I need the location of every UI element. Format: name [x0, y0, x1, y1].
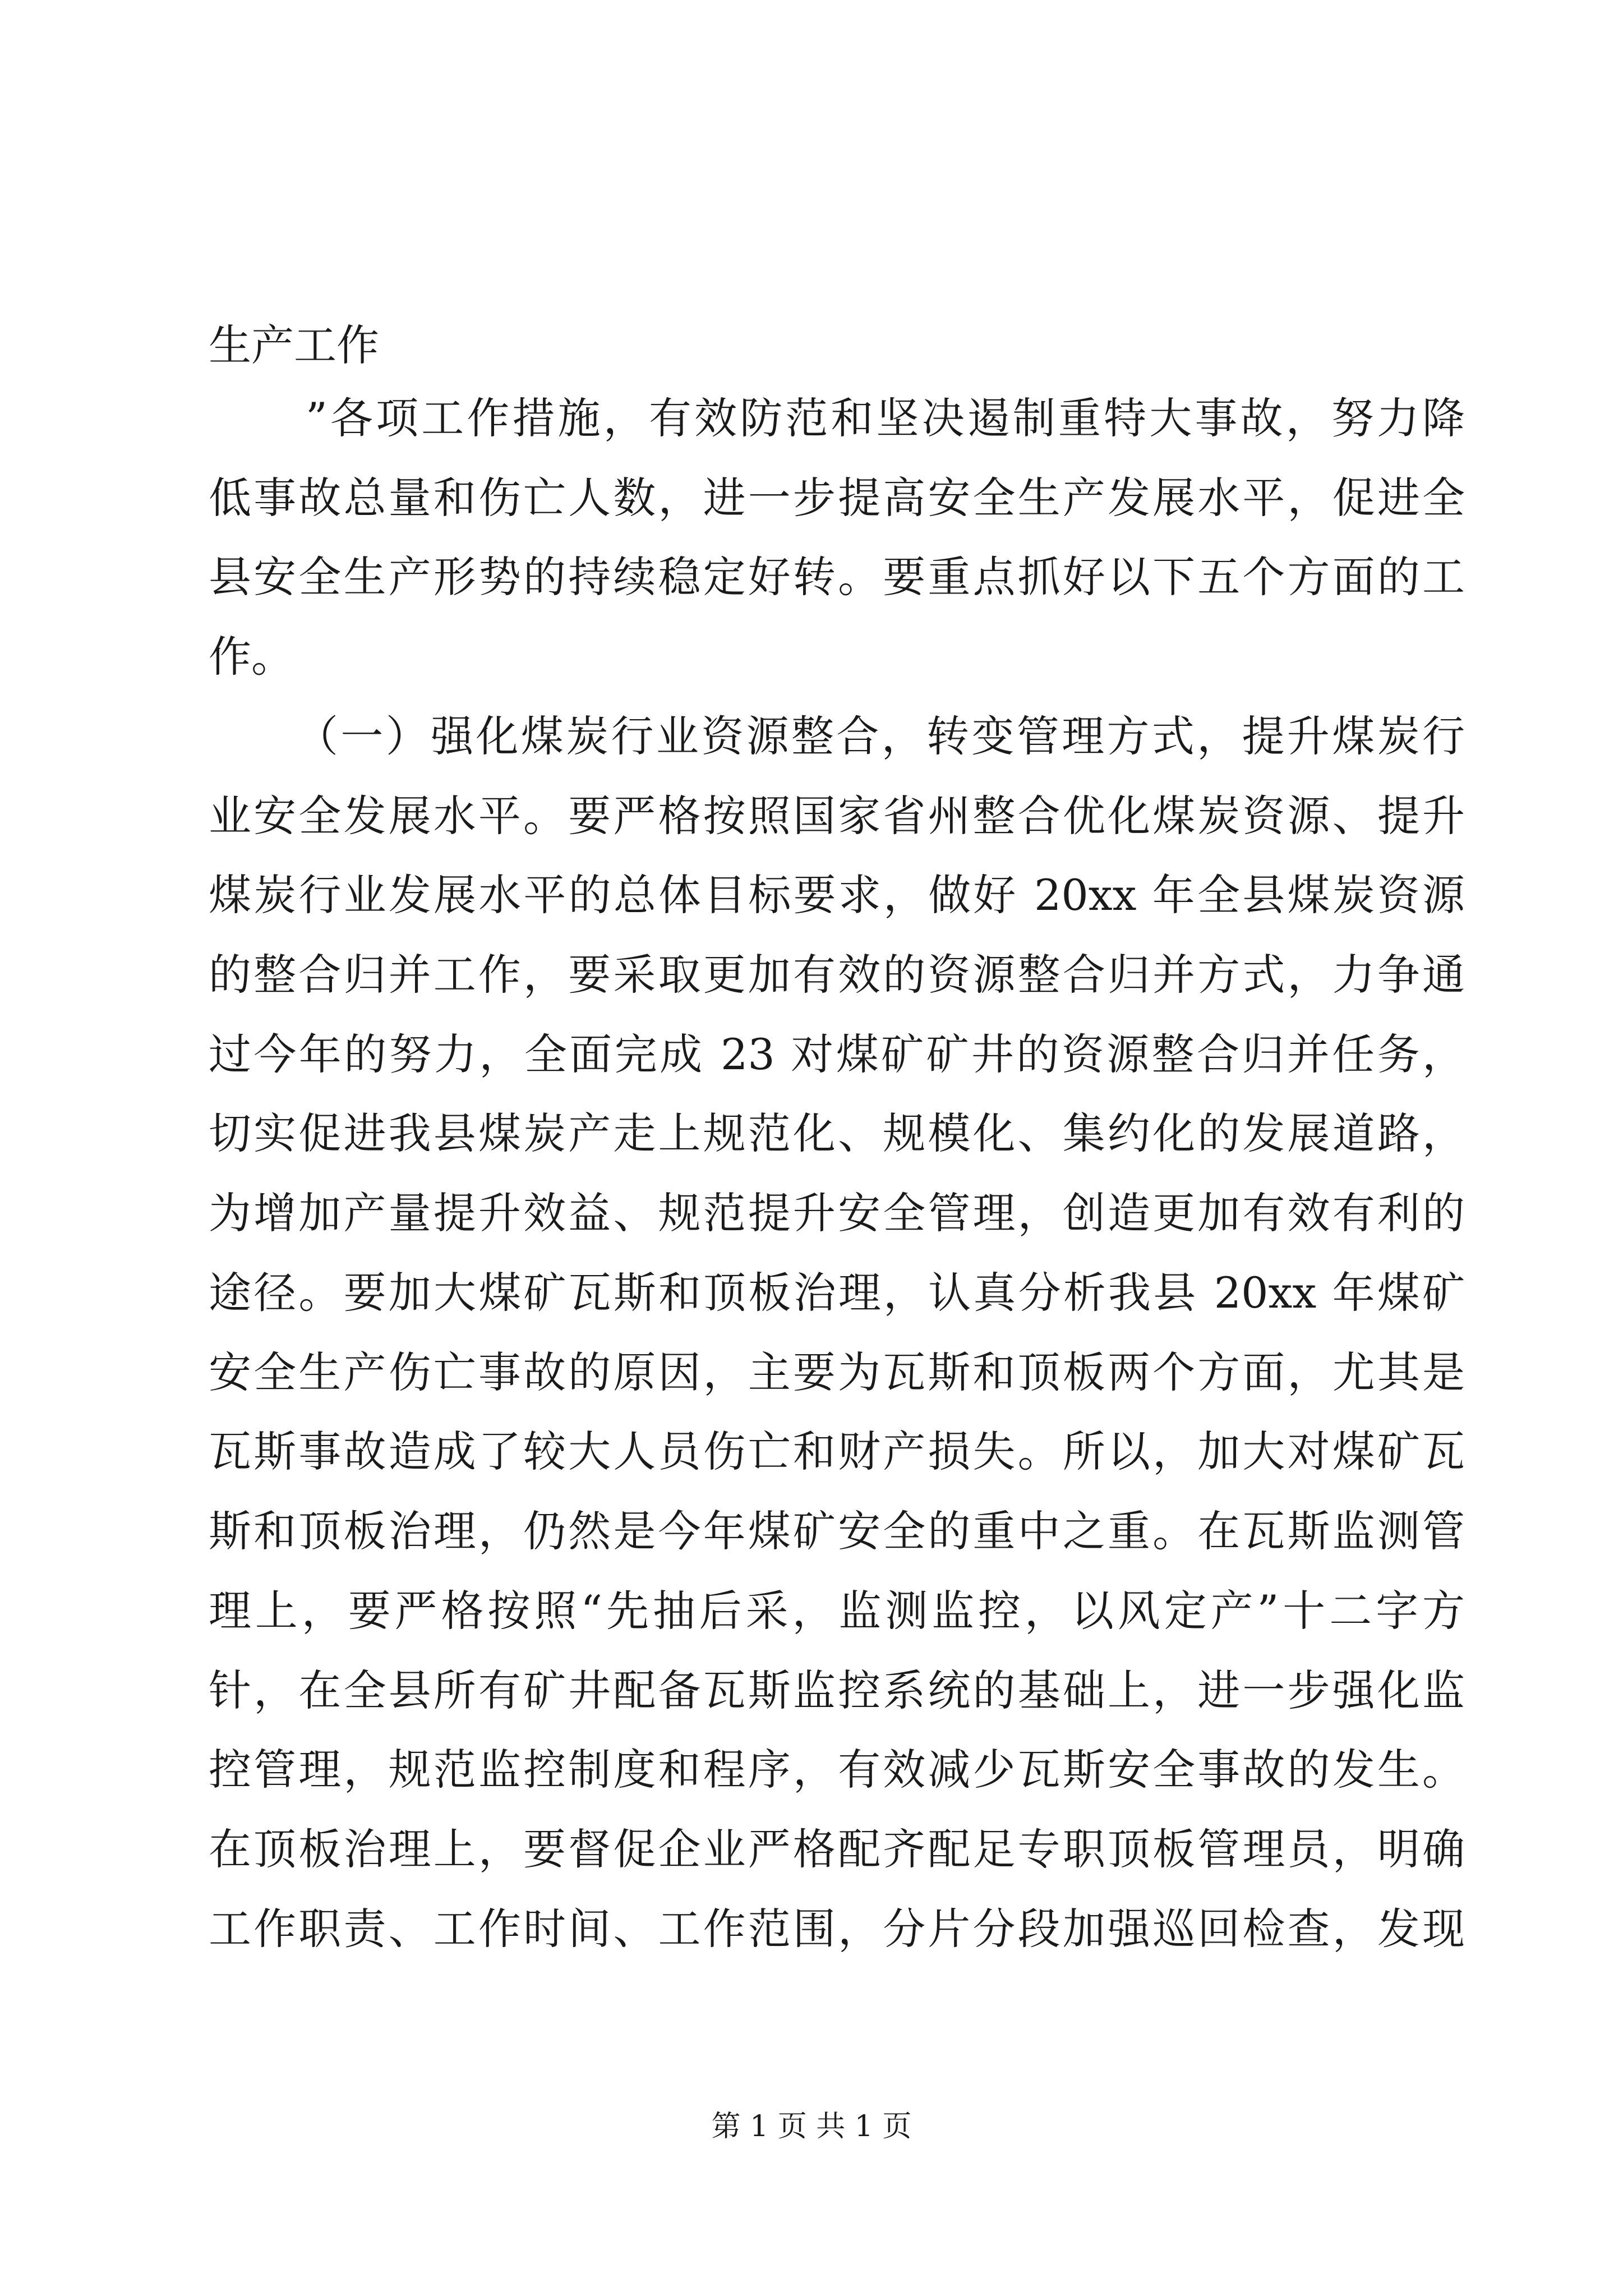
text-line: 针，在全县所有矿井配备瓦斯监控系统的基础上，进一步强化监	[209, 1665, 1465, 1715]
text-line: 在顶板治理上，要督促企业严格配齐配足专职顶板管理员，明确	[209, 1824, 1465, 1874]
text-line: 业安全发展水平。要严格按照国家省州整合优化煤炭资源、提升	[209, 791, 1465, 841]
text-line: 瓦斯事故造成了较大人员伤亡和财产损失。所以，加大对煤矿瓦	[209, 1427, 1465, 1476]
text-line: 理上，要严格按照“先抽后采，监测监控，以风定产”十二字方	[209, 1586, 1465, 1636]
text-line: 斯和顶板治理，仍然是今年煤矿安全的重中之重。在瓦斯监测管	[209, 1506, 1465, 1556]
text-line: 控管理，规范监控制度和程序，有效减少瓦斯安全事故的发生。	[209, 1745, 1465, 1795]
text-line: 作。	[209, 632, 294, 682]
text-line: 过今年的努力，全面完成 23 对煤矿矿井的资源整合归并任务，	[209, 1029, 1465, 1079]
text-line: 低事故总量和伤亡人数，进一步提高安全生产发展水平，促进全	[209, 473, 1465, 523]
text-line: 工作职责、工作时间、工作范围，分片分段加强巡回检查，发现	[209, 1904, 1465, 1954]
text-line: 县安全生产形势的持续稳定好转。要重点抓好以下五个方面的工	[209, 552, 1465, 602]
text-line: ”各项工作措施，有效防范和坚决遏制重特大事故，努力降	[306, 393, 1465, 443]
text-line: 为增加产量提升效益、规范提升安全管理，创造更加有效有利的	[209, 1188, 1465, 1238]
text-line: 的整合归并工作，要采取更加有效的资源整合归并方式，力争通	[209, 950, 1465, 1000]
text-line: 安全生产伤亡事故的原因，主要为瓦斯和顶板两个方面，尤其是	[209, 1347, 1465, 1397]
text-line: 途径。要加大煤矿瓦斯和顶板治理，认真分析我县 20xx 年煤矿	[209, 1268, 1465, 1318]
text-line: 生产工作	[209, 320, 379, 370]
page-number-footer: 第 1 页 共 1 页	[711, 2110, 912, 2143]
text-line: 切实促进我县煤炭产走上规范化、规模化、集约化的发展道路，	[209, 1108, 1465, 1158]
text-line: （一）强化煤炭行业资源整合，转变管理方式，提升煤炭行	[296, 711, 1465, 761]
text-line: 煤炭行业发展水平的总体目标要求，做好 20xx 年全县煤炭资源	[209, 870, 1465, 920]
